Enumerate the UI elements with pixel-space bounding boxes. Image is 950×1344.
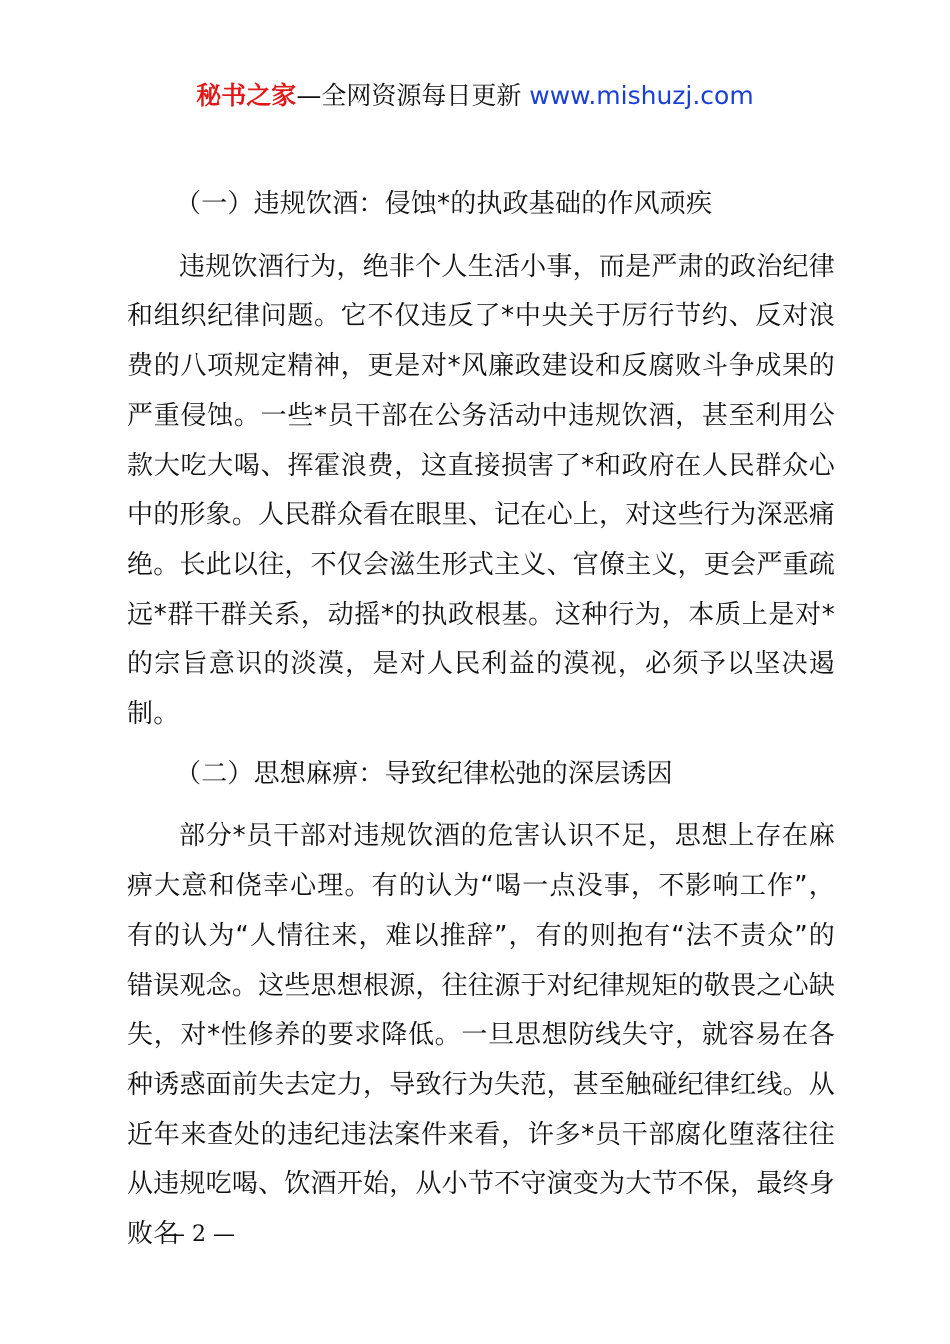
page-number: — 2 — <box>163 1222 235 1247</box>
brand-name: 秘书之家 <box>196 81 297 110</box>
document-body <box>127 180 835 1270</box>
section-heading-2: （二）思想麻痹：导致纪律松弛的深层诱因 <box>175 758 673 789</box>
section-paragraph-2: 部分*员干部对违规饮酒的危害认识不足，思想上存在麻痹大意和侥幸心理。有的认为“喝一点没事，不影响工作”，有的认为“人情往来，难以推辞”，有的则抱有“法不责众”的错误观念。这些思想根源，往往源于对纪律规矩的敬畏之心缺失，对*性修养的要求降低。一旦思想防线失守，就容易在各种诱惑面前失去定力，导致行为失范，甚至触碰纪律红线。从近年来查处的违纪违法案件来看，许多*员干部腐化堕落往往从违规吃喝、饮酒开始，从小节不守演变为大节不保，最终身败名 <box>127 821 835 1250</box>
section-paragraph-1: 违规饮酒行为，绝非个人生活小事，而是严肃的政治纪律和组织纪律问题。它不仅违反了*中央关于厉行节约、反对浪费的八项规定精神，更是对*风廉政建设和反腐败斗争成果的严重侵蚀。一些*员干部在公务活动中违规饮酒，甚至利用公款大吃大喝、挥霍浪费，这直接损害了*和政府在人民群众心中的形象。人民群众看在眼里、记在心上，对这些行为深恶痛绝。长此以往，不仅会滋生形式主义、官僚主义，更会严重疏远*群干群关系，动摇*的执政根基。这种行为，本质上是对*的宗旨意识的淡漠，是对人民利益的漠视，必须予以坚决遏制。 <box>127 251 835 730</box>
site-header <box>0 78 950 114</box>
section-heading-1: （一）违规饮酒：侵蚀*的执政基础的作风顽疾 <box>175 189 713 219</box>
site-url-link[interactable]: www.mishuzj.com <box>529 81 754 110</box>
header-slogan: —全网资源每日更新 <box>296 81 522 110</box>
